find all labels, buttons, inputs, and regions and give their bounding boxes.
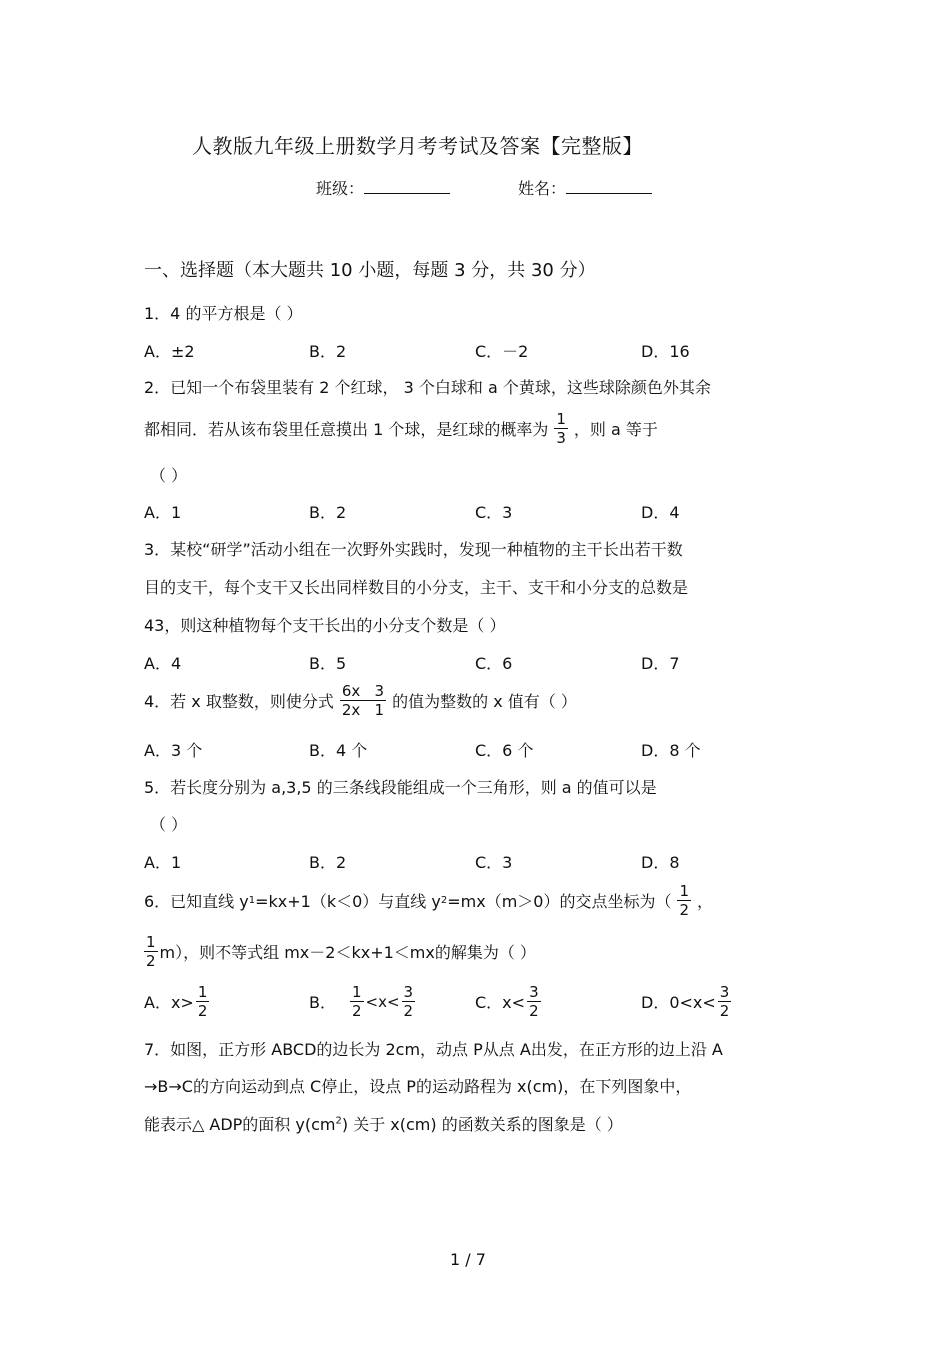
q6-frac-den: 2 <box>679 901 690 919</box>
q2-text-a: 都相同．若从该布袋里任意摸出 1 个球，是红球的概率为 <box>144 420 549 439</box>
q6-option-a-den: 2 <box>197 1002 208 1020</box>
q6-line2-frac-den: 2 <box>146 952 156 970</box>
q4-frac-num: 6x 3 <box>341 682 385 700</box>
q6-option-a-fraction <box>196 983 210 1020</box>
q6-option-c-num: 3 <box>529 983 539 1001</box>
q6-option-b-den-1: 2 <box>351 1002 362 1020</box>
q4-text-a: 4．若 x 取整数，则使分式 <box>144 692 334 711</box>
name-label: 姓名： <box>518 179 567 198</box>
q7-text-b: ) 关于 x(cm) 的函数关系的图象是（ ） <box>341 1115 623 1134</box>
q5-option-c: C．3 <box>475 853 513 872</box>
q6-option-d-text: D．0<x< <box>641 993 716 1012</box>
question-7-line-2: →B→C的方向运动到点 C停止，设点 P的运动路程为 x(cm)，在下列图象中， <box>144 1077 692 1096</box>
q3-option-c: C．6 <box>475 654 513 673</box>
q4-frac-den: 2x 1 <box>341 701 385 719</box>
q4-option-d: D．8 个 <box>641 741 701 760</box>
question-7-line-1: 7．如图，正方形 ABCD的边长为 2cm，动点 P从点 A出发，在正方形的边上沿 A <box>144 1040 723 1059</box>
q6-line2-text: m），则不等式组 mx－2＜kx+1＜mx的解集为（ ） <box>159 943 536 962</box>
q6-option-b-den-2: 2 <box>403 1002 414 1020</box>
question-2-line-3: （ ） <box>150 466 188 485</box>
question-4-stem <box>144 682 577 719</box>
question-3-line-2: 目的支干，每个支干又长出同样数目的小分支，主干、支干和小分支的总数是 <box>144 578 689 597</box>
q2-option-c: C．3 <box>475 503 513 522</box>
q6-option-d <box>641 983 733 1020</box>
q6-option-b <box>309 983 417 1020</box>
q3-option-b: B．5 <box>309 654 347 673</box>
question-1-stem: 1．4 的平方根是（ ） <box>144 304 303 323</box>
q6-frac-num: 1 <box>679 882 690 900</box>
q6-line2-frac-num: 1 <box>146 933 156 951</box>
name-blank <box>566 179 652 194</box>
q6-text-c: =mx（m＞0）的交点坐标为（ <box>447 892 672 911</box>
question-2-line-1: 2．已知一个布袋里装有 2 个红球， 3 个白球和 a 个黄球，这些球除颜色外其余 <box>144 378 711 397</box>
q6-option-b-fraction-1 <box>350 983 364 1020</box>
q5-option-b: B．2 <box>309 853 347 872</box>
question-6-line-2 <box>144 933 536 970</box>
q3-option-d: D．7 <box>641 654 680 673</box>
document-title: 人教版九年级上册数学月考考试及答案【完整版】 <box>192 134 643 158</box>
question-5-line-1: 5．若长度分别为 a,3,5 的三条线段能组成一个三角形，则 a 的值可以是 <box>144 778 657 797</box>
question-3-line-3: 43，则这种植物每个支干长出的小分支个数是（ ） <box>144 616 506 635</box>
q1-option-a: A．±2 <box>144 342 195 361</box>
class-field <box>316 176 450 199</box>
q6-option-b-fraction-2 <box>402 983 416 1020</box>
q2-frac-den: 3 <box>556 429 566 447</box>
question-6-line-1 <box>144 882 713 919</box>
q6-option-c-fraction <box>527 983 541 1020</box>
page-number: 1 / 7 <box>450 1250 486 1269</box>
question-2-line-2 <box>144 410 658 447</box>
q1-option-c: C．－2 <box>475 342 529 361</box>
q6-option-c <box>475 983 543 1020</box>
name-field <box>518 176 652 199</box>
question-7-line-3 <box>144 1112 623 1135</box>
q6-option-c-text: C．x< <box>475 993 526 1012</box>
q7-superscript: 2 <box>335 1115 342 1127</box>
q6-option-d-num: 3 <box>719 983 730 1001</box>
q6-text-a: 6．已知直线 y <box>144 892 249 911</box>
q6-option-a <box>144 983 211 1020</box>
q2-text-b: ，则 a 等于 <box>573 420 658 439</box>
q4-option-b: B．4 个 <box>309 741 368 760</box>
q2-option-d: D．4 <box>641 503 680 522</box>
class-blank <box>364 179 450 194</box>
q6-option-b-num-2: 3 <box>403 983 414 1001</box>
q4-fraction <box>340 682 386 719</box>
q6-option-d-fraction <box>718 983 732 1020</box>
q2-frac-num: 1 <box>556 410 566 428</box>
q5-option-d: D．8 <box>641 853 680 872</box>
q6-option-d-den: 2 <box>719 1002 730 1020</box>
q3-option-a: A．4 <box>144 654 182 673</box>
q6-option-b-mid: <x< <box>365 992 400 1011</box>
class-label: 班级： <box>316 179 365 198</box>
q2-option-a: A．1 <box>144 503 182 522</box>
q6-sub-1: 1 <box>248 895 256 906</box>
q6-option-c-den: 2 <box>529 1002 539 1020</box>
question-5-line-2: （ ） <box>150 815 188 834</box>
q2-option-b: B．2 <box>309 503 347 522</box>
q2-probability-fraction <box>554 410 568 447</box>
q6-point-y-fraction <box>144 933 158 970</box>
q6-option-a-num: 1 <box>197 983 208 1001</box>
question-3-line-1: 3．某校“研学”活动小组在一次野外实践时，发现一种植物的主干长出若干数 <box>144 540 683 559</box>
q6-sub-2: 2 <box>440 895 448 906</box>
q7-text-a: 能表示△ ADP的面积 y(cm <box>144 1115 336 1134</box>
q1-option-b: B．2 <box>309 342 347 361</box>
q6-text-d: ， <box>697 892 714 911</box>
q6-option-b-text: B． <box>309 993 336 1012</box>
q1-option-d: D．16 <box>641 342 690 361</box>
q6-text-b: =kx+1（k＜0）与直线 y <box>255 892 441 911</box>
q5-option-a: A．1 <box>144 853 182 872</box>
q6-option-b-num-1: 1 <box>351 983 362 1001</box>
section-heading: 一、选择题（本大题共 10 小题，每题 3 分，共 30 分） <box>144 260 596 281</box>
q4-option-c: C．6 个 <box>475 741 534 760</box>
q4-option-a: A．3 个 <box>144 741 203 760</box>
q6-option-a-text: A．x> <box>144 993 194 1012</box>
q6-point-x-fraction <box>677 882 691 919</box>
q4-text-b: 的值为整数的 x 值有（ ） <box>392 692 577 711</box>
